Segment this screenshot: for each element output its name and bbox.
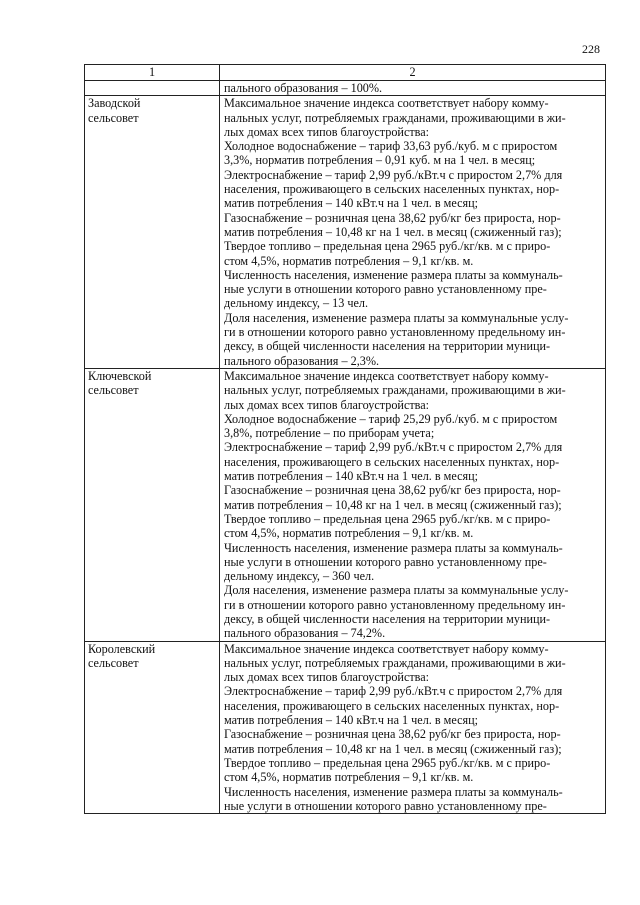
municipality-name-line: сельсовет: [88, 383, 139, 398]
description-line: Максимальное значение индекса соответствует набору комму-: [224, 368, 549, 383]
description-line: Максимальное значение индекса соответствует набору комму-: [224, 641, 549, 656]
description-line: нальных услуг, потребляемых гражданами, проживающими в жи-: [224, 655, 566, 670]
document-table: [84, 64, 606, 814]
description-line: Газоснабжение – розничная цена 38,62 руб/кг без прироста, нор-: [224, 483, 561, 498]
municipality-name-line: Королевский: [88, 641, 156, 656]
table-row: [85, 368, 606, 641]
description-line: дельному индексу, – 13 чел.: [224, 296, 369, 311]
description-line: матив потребления – 10,48 кг на 1 чел. в месяц (сжиженный газ);: [224, 497, 562, 512]
description-line: стом 4,5%, норматив потребления – 9,1 кг/кв. м.: [224, 770, 474, 785]
description-line: населения, проживающего в сельских населенных пунктах, нор-: [224, 698, 560, 713]
description-cell: [220, 368, 606, 641]
description-line: Газоснабжение – розничная цена 38,62 руб/кг без прироста, нор-: [224, 210, 561, 225]
description-line: пального образования – 2,3%.: [224, 353, 380, 368]
column-header-2: 2: [220, 65, 606, 81]
description-line: Электроснабжение – тариф 2,99 руб./кВт.ч с приростом 2,7% для: [224, 684, 563, 699]
description-line: Максимальное значение индекса соответствует набору комму-: [224, 96, 549, 111]
description-line: ные услуги в отношении которого равно установленному пре-: [224, 282, 547, 297]
description-line: ги в отношении которого равно установленному предельному ин-: [224, 325, 566, 340]
description-line: Твердое топливо – предельная цена 2965 руб./кг/кв. м с приро-: [224, 239, 551, 254]
description-line: Твердое топливо – предельная цена 2965 руб./кг/кв. м с приро-: [224, 511, 551, 526]
description-line: Холодное водоснабжение – тариф 25,29 руб./куб. м с приростом: [224, 411, 558, 426]
description-line: населения, проживающего в сельских населенных пунктах, нор-: [224, 182, 560, 197]
table-row: [85, 641, 606, 814]
description-line: Численность населения, изменение размера платы за коммуналь-: [224, 784, 563, 799]
description-line: 3,3%, норматив потребления – 0,91 куб. м на 1 чел. в месяц;: [224, 153, 536, 168]
description-cell: [220, 96, 606, 369]
description-line: стом 4,5%, норматив потребления – 9,1 кг/кв. м.: [224, 526, 474, 541]
page-number: 228: [582, 42, 600, 56]
description-line: пального образования – 74,2%.: [224, 626, 386, 641]
description-line: матив потребления – 140 кВт.ч на 1 чел. в месяц;: [224, 713, 479, 728]
description-line: матив потребления – 10,48 кг на 1 чел. в месяц (сжиженный газ);: [224, 741, 562, 756]
description-line: матив потребления – 140 кВт.ч на 1 чел. в месяц;: [224, 469, 479, 484]
description-line: Газоснабжение – розничная цена 38,62 руб/кг без прироста, нор-: [224, 727, 561, 742]
table-row: [85, 96, 606, 369]
table-header-row: [85, 65, 606, 81]
description-cell: [220, 641, 606, 814]
column-header-1: 1: [85, 65, 220, 81]
description-line: Численность населения, изменение размера платы за коммуналь-: [224, 540, 563, 555]
description-line: 3,8%, потребление – по приборам учета;: [224, 426, 435, 441]
description-line: ные услуги в отношении которого равно установленному пре-: [224, 554, 547, 569]
municipality-name-line: сельсовет: [88, 110, 139, 125]
description-line: Электроснабжение – тариф 2,99 руб./кВт.ч с приростом 2,7% для: [224, 167, 563, 182]
description-line: лых домах всех типов благоустройства:: [224, 670, 430, 685]
description-line: Твердое топливо – предельная цена 2965 руб./кг/кв. м с приро-: [224, 755, 551, 770]
description-line: ги в отношении которого равно установленному предельному ин-: [224, 597, 566, 612]
municipality-name-line: сельсовет: [88, 655, 139, 670]
description-line: матив потребления – 140 кВт.ч на 1 чел. в месяц;: [224, 196, 479, 211]
continuation-text-cell: пального образования – 100%.: [220, 81, 606, 96]
description-line: ные услуги в отношении которого равно установленному пре-: [224, 798, 547, 813]
description-line: матив потребления – 10,48 кг на 1 чел. в месяц (сжиженный газ);: [224, 224, 562, 239]
municipality-name-cell: [85, 96, 220, 369]
description-line: населения, проживающего в сельских населенных пунктах, нор-: [224, 454, 560, 469]
municipality-name-line: Ключевской: [88, 368, 152, 383]
continuation-row: [85, 81, 606, 96]
description-line: лых домах всех типов благоустройства:: [224, 397, 430, 412]
municipality-name-cell: [85, 641, 220, 814]
table-body: [85, 65, 606, 814]
continuation-name-cell: [85, 81, 220, 96]
description-line: стом 4,5%, норматив потребления – 9,1 кг/кв. м.: [224, 253, 474, 268]
description-line: Численность населения, изменение размера платы за коммуналь-: [224, 267, 563, 282]
description-line: нальных услуг, потребляемых гражданами, проживающими в жи-: [224, 110, 566, 125]
description-line: дексу, в общей численности населения на территории муници-: [224, 611, 551, 626]
description-line: Доля населения, изменение размера платы за коммунальные услу-: [224, 310, 569, 325]
description-line: дельному индексу, – 360 чел.: [224, 569, 375, 584]
description-line: Холодное водоснабжение – тариф 33,63 руб./куб. м с приростом: [224, 139, 558, 154]
description-line: нальных услуг, потребляемых гражданами, проживающими в жи-: [224, 383, 566, 398]
municipality-name-line: Заводской: [88, 96, 141, 111]
municipality-name-cell: [85, 368, 220, 641]
description-line: Доля населения, изменение размера платы за коммунальные услу-: [224, 583, 569, 598]
description-line: Электроснабжение – тариф 2,99 руб./кВт.ч с приростом 2,7% для: [224, 440, 563, 455]
description-line: лых домах всех типов благоустройства:: [224, 124, 430, 139]
description-line: дексу, в общей численности населения на территории муници-: [224, 339, 551, 354]
